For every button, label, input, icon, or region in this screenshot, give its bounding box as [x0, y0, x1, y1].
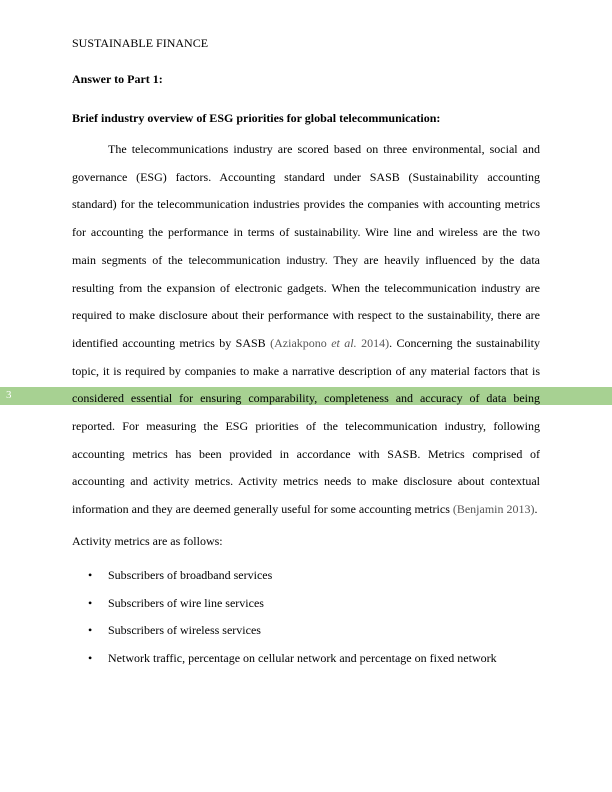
list-item: • Subscribers of wireless services [72, 617, 497, 645]
list-item: • Subscribers of wire line services [72, 590, 497, 618]
bullet-icon: • [88, 651, 93, 666]
line-number-marker: 3 [6, 389, 12, 401]
running-header: SUSTAINABLE FINANCE [72, 36, 209, 50]
paragraph-text-part-2: . Concerning the sustainability topic, it is required by companies to make a narrative description of any material factors that is considered essential for ensuring comparability, completeness and accuracy of data being reported. For measuring the ESG priorities of the telecommunication industry, following accounting metrics has been provided in accordance with SASB. Metrics comprised of accounting and activity metrics. Activity metrics needs to make disclosure about contextual information and they are deemed generally useful for some accounting metrics [72, 335, 541, 517]
citation-benjamin[interactable]: (Benjamin 2013) [452, 502, 535, 517]
activity-metrics-list [72, 562, 497, 673]
list-item: • Network traffic, percentage on cellular network and percentage on fixed network [72, 645, 497, 673]
list-intro: Activity metrics are as follows: [72, 534, 223, 548]
paragraph-end: . [534, 502, 538, 517]
bullet-icon: • [88, 623, 93, 638]
citation-aziakpono[interactable]: (Aziakpono et al. 2014) [270, 335, 390, 350]
list-item: • Subscribers of broadband services [72, 562, 497, 590]
bullet-icon: • [88, 568, 93, 582]
body-paragraph [72, 136, 540, 524]
subsection-heading: Brief industry overview of ESG priorities for global telecommunication: [72, 111, 441, 125]
bullet-icon: • [88, 595, 93, 610]
paragraph-text-part-1: The telecommunications industry are scored based on three environmental, social and governance (ESG) factors. Accounting standard under SASB (Sustainability accounting standard) for the telecommunication industries provides the companies with accounting metrics for accounting the performance in terms of sustainability. Wire line and wireless are the two main segments of the telecommunication industry. They are heavily influenced by the data resulting from the expansion of electronic gadgets. When the telecommunication industry are required to make disclosure about their performance with respect to the sustainability, there are identified accounting metrics by SASB [72, 142, 540, 350]
section-heading: Answer to Part 1: [72, 72, 163, 86]
